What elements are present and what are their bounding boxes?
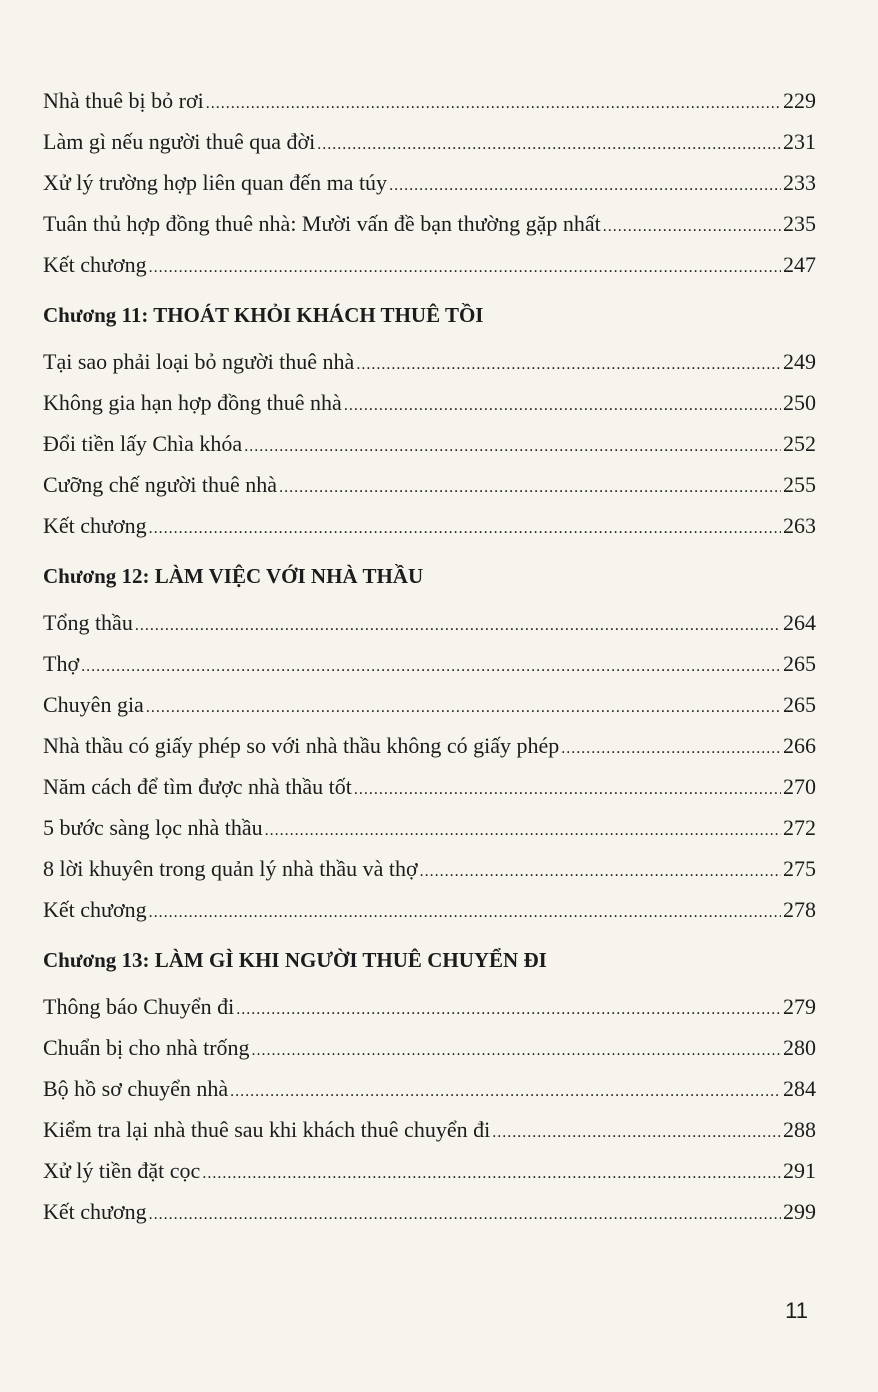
dot-leader — [561, 728, 781, 769]
dot-leader — [149, 508, 781, 549]
page-number: 11 — [785, 1298, 808, 1323]
toc-group-chapter-11 — [43, 285, 816, 546]
chapter-heading: Chương 11: THOÁT KHỎI KHÁCH THUÊ TỒI — [43, 303, 484, 327]
toc-entry-title: Tuân thủ hợp đồng thuê nhà: Mười vấn đề bạn thường gặp nhất — [43, 211, 601, 236]
toc-entry-page: 280 — [783, 1035, 816, 1060]
toc-entry-title: Thông báo Chuyển đi — [43, 994, 235, 1019]
dot-leader — [356, 344, 781, 385]
toc-entry-title: Kiểm tra lại nhà thuê sau khi khách thuê chuyển đi — [43, 1117, 491, 1142]
toc-entry-title: Kết chương — [43, 1199, 147, 1224]
dot-leader — [603, 206, 781, 247]
toc-entry-title: Làm gì nếu người thuê qua đời — [43, 129, 316, 154]
toc-entry-title: Xử lý trường hợp liên quan đến ma túy — [43, 170, 388, 195]
toc-entry-page: 264 — [783, 610, 816, 635]
toc-entry-page: 250 — [783, 390, 816, 415]
toc-entry-page: 288 — [783, 1117, 816, 1142]
toc-entry — [43, 203, 816, 244]
dot-leader — [81, 646, 781, 687]
dot-leader — [149, 247, 781, 288]
toc-entry-page: 235 — [783, 211, 816, 236]
table-of-contents — [43, 80, 816, 1232]
dot-leader — [236, 989, 781, 1030]
toc-entry-title: Kết chương — [43, 513, 147, 538]
toc-entry-title: Nhà thầu có giấy phép so với nhà thầu không có giấy phép — [43, 733, 560, 758]
toc-entry — [43, 848, 816, 889]
toc-entry — [43, 1109, 816, 1150]
dot-leader — [244, 426, 781, 467]
toc-entry — [43, 382, 816, 423]
dot-leader — [389, 165, 781, 206]
dot-leader — [279, 467, 781, 508]
toc-entry-page: 247 — [783, 252, 816, 277]
toc-entry-title: Chuẩn bị cho nhà trống — [43, 1035, 250, 1060]
toc-entry — [43, 889, 816, 930]
toc-entry-page: 229 — [783, 88, 816, 113]
toc-entry-page: 272 — [783, 815, 816, 840]
dot-leader — [149, 1194, 781, 1235]
toc-group-continued — [43, 80, 816, 285]
dot-leader — [206, 83, 781, 124]
dot-leader — [230, 1071, 781, 1112]
dot-leader — [344, 385, 781, 426]
toc-entry-page: 299 — [783, 1199, 816, 1224]
toc-entry — [43, 423, 816, 464]
dot-leader — [317, 124, 781, 165]
toc-entry — [43, 986, 816, 1027]
toc-entry — [43, 341, 816, 382]
dot-leader — [146, 687, 781, 728]
toc-entry-page: 279 — [783, 994, 816, 1019]
toc-entry-title: Đổi tiền lấy Chìa khóa — [43, 431, 243, 456]
toc-entry-title: Năm cách để tìm được nhà thầu tốt — [43, 774, 352, 799]
chapter-heading: Chương 13: LÀM GÌ KHI NGƯỜI THUÊ CHUYỂN ĐI — [43, 948, 547, 972]
toc-entry-title: Không gia hạn hợp đồng thuê nhà — [43, 390, 342, 415]
toc-entry-page: 233 — [783, 170, 816, 195]
toc-entry-page: 252 — [783, 431, 816, 456]
toc-entry — [43, 244, 816, 285]
toc-entry-title: 5 bước sàng lọc nhà thầu — [43, 815, 263, 840]
toc-entry — [43, 684, 816, 725]
dot-leader — [202, 1153, 781, 1194]
toc-entry-page: 265 — [783, 651, 816, 676]
toc-entry — [43, 807, 816, 848]
toc-entry-title: Chuyên gia — [43, 692, 144, 717]
toc-entry — [43, 1191, 816, 1232]
toc-entry-page: 266 — [783, 733, 816, 758]
toc-entry-title: Kết chương — [43, 252, 147, 277]
toc-entry-page: 265 — [783, 692, 816, 717]
toc-entry — [43, 602, 816, 643]
dot-leader — [492, 1112, 781, 1153]
toc-entry-page: 249 — [783, 349, 816, 374]
dot-leader — [135, 605, 781, 646]
toc-entry-title: Kết chương — [43, 897, 147, 922]
dot-leader — [265, 810, 781, 851]
toc-entry — [43, 121, 816, 162]
dot-leader — [252, 1030, 781, 1071]
toc-group-chapter-13 — [43, 930, 816, 1232]
toc-entry — [43, 464, 816, 505]
toc-entry-page: 255 — [783, 472, 816, 497]
toc-entry — [43, 162, 816, 203]
toc-entry-page: 263 — [783, 513, 816, 538]
toc-entry — [43, 1027, 816, 1068]
toc-entry-title: Thợ — [43, 651, 80, 676]
toc-entry-page: 275 — [783, 856, 816, 881]
toc-entry-title: Bộ hồ sơ chuyển nhà — [43, 1076, 229, 1101]
toc-entry — [43, 643, 816, 684]
toc-entry-page: 284 — [783, 1076, 816, 1101]
toc-entry-title: Nhà thuê bị bỏ rơi — [43, 88, 204, 113]
toc-entry-page: 278 — [783, 897, 816, 922]
toc-entry-page: 291 — [783, 1158, 816, 1183]
toc-entry-title: Tổng thầu — [43, 610, 133, 635]
toc-entry-title: Tại sao phải loại bỏ người thuê nhà — [43, 349, 355, 374]
dot-leader — [354, 769, 781, 810]
toc-entry — [43, 1068, 816, 1109]
toc-entry — [43, 505, 816, 546]
toc-entry — [43, 725, 816, 766]
toc-group-chapter-12 — [43, 546, 816, 930]
chapter-heading: Chương 12: LÀM VIỆC VỚI NHÀ THẦU — [43, 564, 424, 588]
toc-entry-title: Cưỡng chế người thuê nhà — [43, 472, 278, 497]
toc-entry-page: 270 — [783, 774, 816, 799]
toc-entry-title: Xử lý tiền đặt cọc — [43, 1158, 201, 1183]
toc-entry — [43, 766, 816, 807]
toc-entry-title: 8 lời khuyên trong quản lý nhà thầu và thợ — [43, 856, 418, 881]
toc-entry-page: 231 — [783, 129, 816, 154]
toc-entry — [43, 1150, 816, 1191]
toc-entry — [43, 80, 816, 121]
dot-leader — [420, 851, 781, 892]
dot-leader — [149, 892, 781, 933]
